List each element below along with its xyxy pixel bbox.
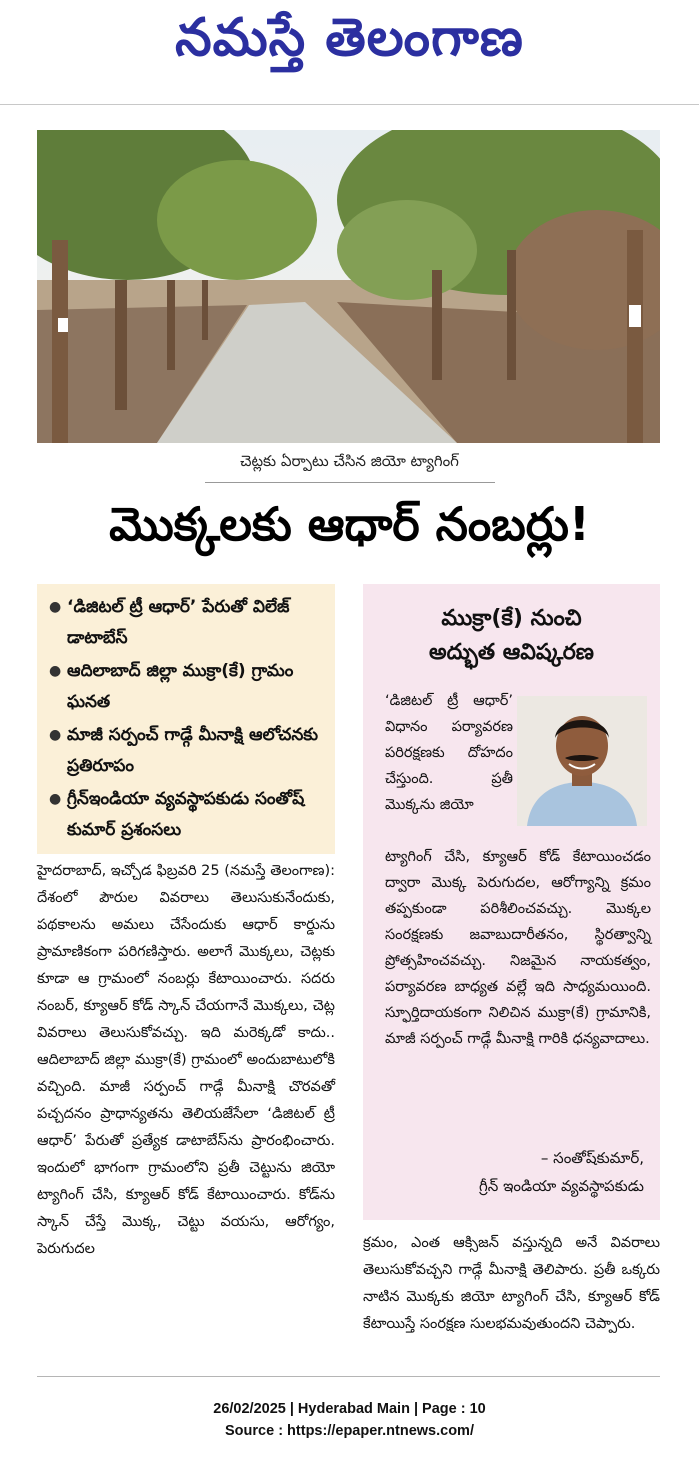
footer-source: Source : https://epaper.ntnews.com/ (225, 1423, 474, 1439)
sidebar-title-line1: ముక్రా(కే) నుంచి (441, 606, 582, 631)
footer-date-page: 26/02/2025 | Hyderabad Main | Page : 10 (213, 1401, 486, 1417)
highlight-item: ● గ్రీన్‌ఇండియా వ్యవస్థాపకుడు సంతోష్ కుమార్ ప్రశంసలు (49, 784, 329, 846)
highlight-item: ● మాజీ సర్పంచ్ గాడ్గే మీనాక్షి ఆలోచనకు ప్రతిరూపం (49, 720, 329, 782)
signature-name: – సంతోష్‌కుమార్, (540, 1149, 644, 1167)
sidebar-text-body: ట్యాగింగ్ చేసి, క్యూఆర్ కోడ్ కేటాయించడం ద్వారా మొక్క పెరుగుదల, ఆరోగ్యాన్ని క్రమం తప్పకుండా పరిశీలించవచ్చు. మొక్కల సంరక్షణకు జవాబుదారీతనం, స్థిరత్వాన్ని ప్రోత్సహించవచ్చు. నిజమైన నాయకత్వం, పర్యావరణ బాధ్యత వల్లే ఇది సాధ్యమయింది. స్ఫూర్తిదాయకంగా నిలిచిన ముక్రా(కే) గ్రామానికి, మాజీ సర్పంచ్ గాడ్గే మీనాక్షి గారికి ధన్యవాదాలు. (385, 849, 651, 1047)
headline: మొక్కలకు ఆధార్ నంబర్లు! (109, 497, 590, 551)
sidebar-title-line2: అద్భుత ఆవిష్కరణ (429, 640, 594, 665)
bullet-icon: ● (49, 727, 62, 743)
highlights-box (37, 584, 335, 854)
footer (0, 1398, 699, 1442)
article-photo (37, 130, 660, 443)
bullet-icon: ● (49, 599, 62, 615)
masthead (0, 0, 699, 105)
sidebar-title (363, 602, 660, 670)
article-body-left: హైదరాబాద్, ఇచ్చోడ ఫిబ్రవరి 25 (నమస్తే తెలంగాణ): దేశంలో పౌరుల వివరాలు తెలుసుకునేందుకు, పథకాలను అమలు చేసేందుకు ఆధార్ కార్డును ప్రామాణికంగా పరిగణిస్తారు. అలాగే మొక్కలు, చెట్లకు కూడా ఆ గ్రామంలో నంబర్లు కేటాయించారు. సదరు నంబర్, క్యూఆర్ కోడ్ స్కాన్ చేయగానే మొక్కలు, చెట్ల వివరాలు తెలుసుకోవచ్చు. ఇది మరెక్కడో కాదు.. ఆదిలాబాద్ జిల్లా ముక్రా(కే) గ్రామంలో అందుబాటులోకి వచ్చింది. మాజీ సర్పంచ్ గాడ్గే మీనాక్షి చొరవతో పచ్చదనం ప్రాధాన్యతను తెలియజేసేలా ‘డిజిటల్ ట్రీ ఆధార్’ పేరుతో ప్రత్యేక డాటాబేస్‌ను ప్రారంభించారు. ఇందులో భాగంగా గ్రామంలోని ప్రతీ చెట్టును జియో ట్యాగింగ్ చేసి, క్యూఆర్ కోడ్ కేటాయించారు. కోడ్‌ను స్కాన్ చేస్తే మొక్క, చెట్టు వయసు, ఆరోగ్యం, పెరుగుదల (37, 863, 335, 1257)
highlight-item: ● ‘డిజిటల్ ట్రీ ఆధార్’ పేరుతో విలేజ్ డాటాబేస్ (49, 592, 329, 654)
article-body-right: క్రమం, ఎంత ఆక్సిజన్ వస్తున్నది అనే వివరాలు తెలుసుకోవచ్చని గాడ్గే మీనాక్షి తెలిపారు. ప్రతీ ఒక్కరు నాటిన మొక్కకు జియో ట్యాగింగ్ చేసి, క్యూఆర్ కోడ్ కేటాయిస్తే సంరక్షణ సులభమవుతుందని చెప్పారు. (363, 1235, 660, 1332)
sidebar-text-intro: ‘డిజిటల్ ట్రీ ఆధార్’ విధానం పర్యావరణ పరిరక్షణకు దోహదం చేస్తుంది. ప్రతీ మొక్కను జియో (385, 693, 513, 813)
sidebar-signature (374, 1144, 644, 1200)
photo-caption: చెట్లకు ఏర్పాటు చేసిన జియో ట్యాగింగ్ (240, 452, 459, 470)
highlight-item: ● ఆదిలాబాద్ జిల్లా ముక్రా(కే) గ్రామం ఘనత (49, 656, 329, 718)
signature-role: గ్రీన్ ఇండియా వ్యవస్థాపకుడు (479, 1177, 644, 1195)
sidebar-box (363, 584, 660, 1220)
bullet-icon: ● (49, 663, 62, 679)
footer-divider (37, 1376, 660, 1377)
tree-lined-path-image (37, 130, 660, 443)
person-portrait-image (517, 696, 647, 826)
newspaper-logo: నమస్తే తెలంగాణ (175, 8, 524, 68)
portrait-photo (517, 696, 647, 826)
bullet-icon: ● (49, 791, 62, 807)
caption-divider (205, 482, 495, 483)
